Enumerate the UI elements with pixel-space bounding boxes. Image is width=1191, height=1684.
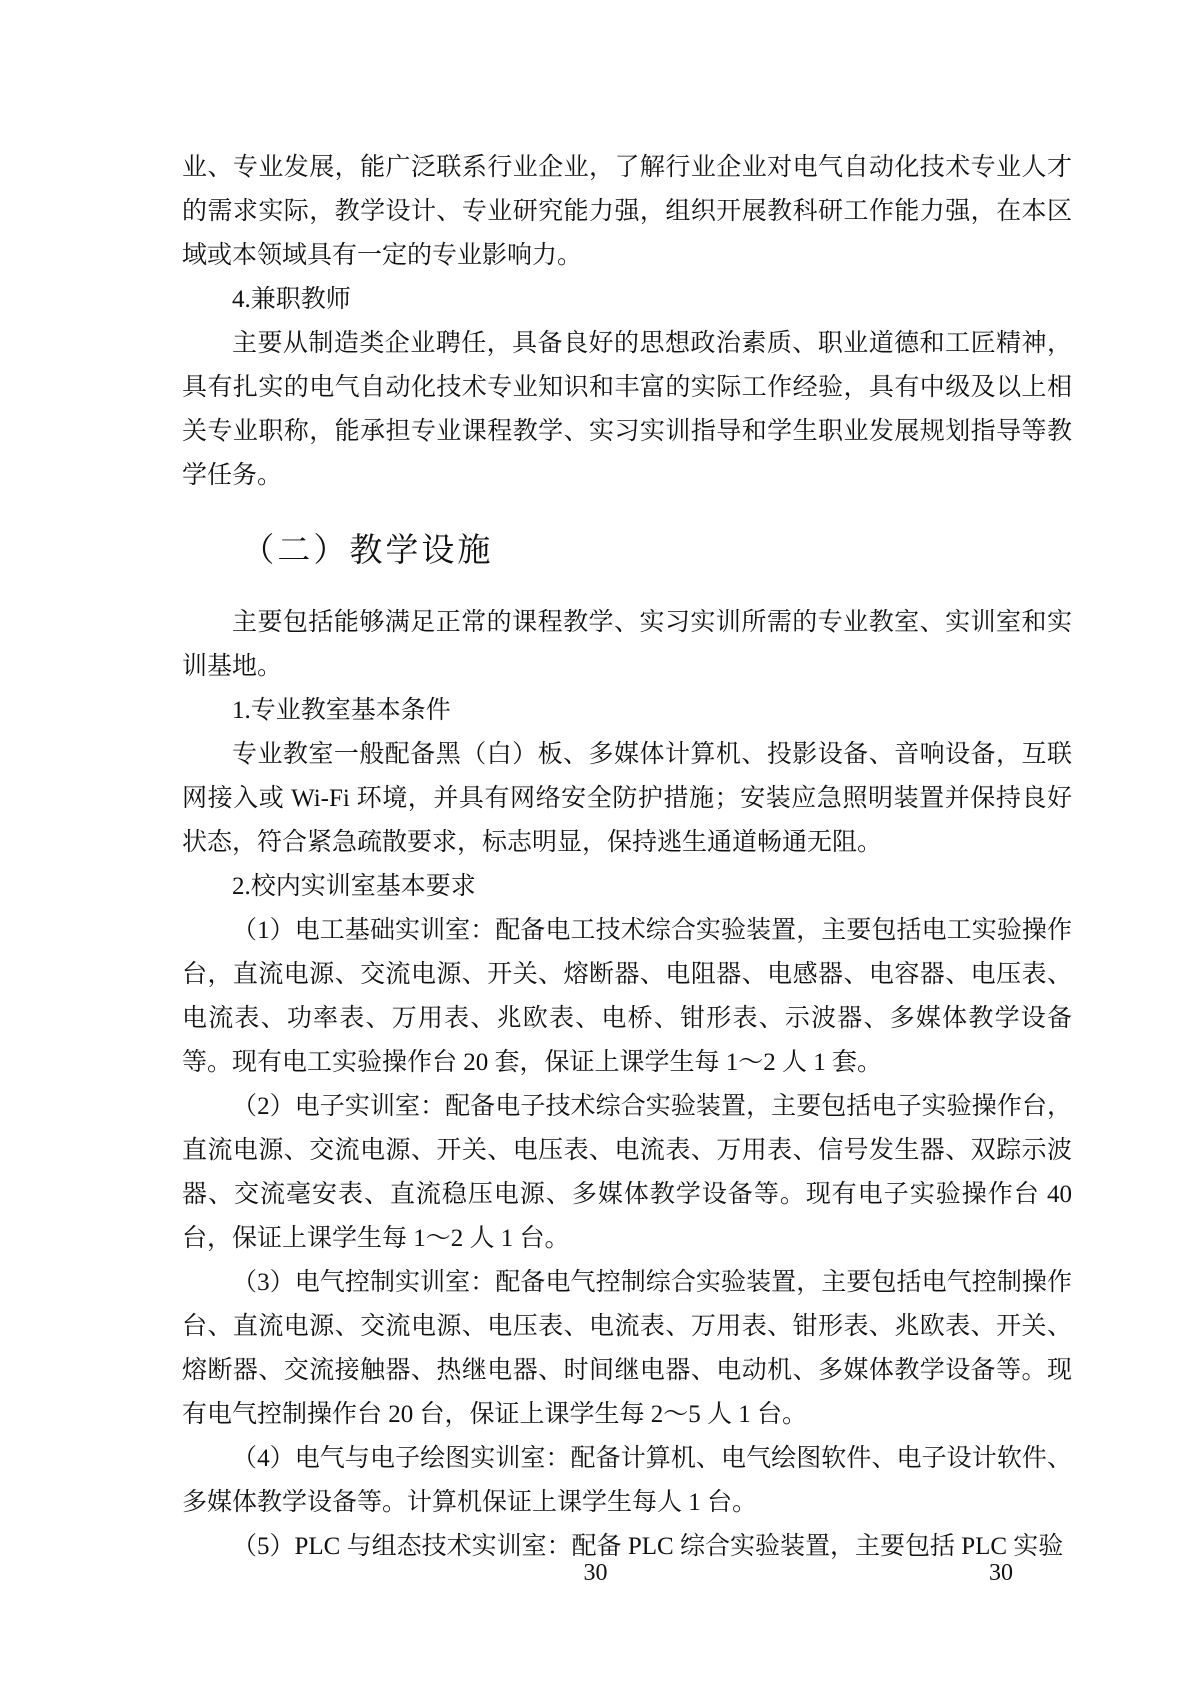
paragraph: 1.专业教室基本条件 — [232, 697, 451, 724]
paragraph: 4.兼职教师 — [232, 286, 351, 313]
paragraph: （1）电工基础实训室：配备电工技术综合实验装置，主要包括电工实验操作台，直流电源、交流电源、开关、熔断器、电阻器、电感器、电容器、电压表、电流表、功率表、万用表、兆欧表、电桥、钳形表、示波器、多媒体教学设备等。现有电工实验操作台 20 套，保证上课学生每 1～2 人 1 套。 — [182, 917, 1072, 1076]
paragraph: 主要包括能够满足正常的课程教学、实习实训所需的专业教室、实训室和实训基地。 — [182, 609, 1072, 680]
paragraph: 主要从制造类企业聘任，具备良好的思想政治素质、职业道德和工匠精神，具有扎实的电气自动化技术专业知识和丰富的实际工作经验，具有中级及以上相关专业职称，能承担专业课程教学、实习实训指导和学生职业发展规划指导等教学任务。 — [182, 330, 1072, 489]
paragraph: （4）电气与电子绘图实训室：配备计算机、电气绘图软件、电子设计软件、多媒体教学设备等。计算机保证上课学生每人 1 台。 — [182, 1445, 1072, 1516]
page-number-right: 30 — [989, 1560, 1013, 1586]
section-heading: （二）教学设施 — [241, 530, 494, 569]
paragraph: （3）电气控制实训室：配备电气控制综合实验装置，主要包括电气控制操作台、直流电源、交流电源、电压表、电流表、万用表、钳形表、兆欧表、开关、熔断器、交流接触器、热继电器、时间继电器、电动机、多媒体教学设备等。现有电气控制操作台 20 台，保证上课学生每 2～5 人 1 台。 — [182, 1269, 1072, 1428]
paragraph: 专业教室一般配备黑（白）板、多媒体计算机、投影设备、音响设备，互联网接入或 Wi-Fi 环境，并具有网络安全防护措施；安装应急照明装置并保持良好状态，符合紧急疏散要求，标志明显，保持逃生通道畅通无阻。 — [182, 741, 1072, 856]
document-content — [182, 146, 1072, 1569]
paragraph: （2）电子实训室：配备电子技术综合实验装置，主要包括电子实验操作台，直流电源、交流电源、开关、电压表、电流表、万用表、信号发生器、双踪示波器、交流毫安表、直流稳压电源、多媒体教学设备等。现有电子实验操作台 40 台，保证上课学生每 1～2 人 1 台。 — [182, 1093, 1072, 1252]
paragraph: 业、专业发展，能广泛联系行业企业，了解行业企业对电气自动化技术专业人才的需求实际，教学设计、专业研究能力强，组织开展教科研工作能力强，在本区域或本领域具有一定的专业影响力。 — [182, 154, 1072, 269]
paragraph: （5）PLC 与组态技术实训室：配备 PLC 综合实验装置，主要包括 PLC 实验 — [232, 1533, 1064, 1560]
paragraph: 2.校内实训室基本要求 — [232, 873, 476, 900]
page-number-center: 30 — [583, 1560, 608, 1586]
